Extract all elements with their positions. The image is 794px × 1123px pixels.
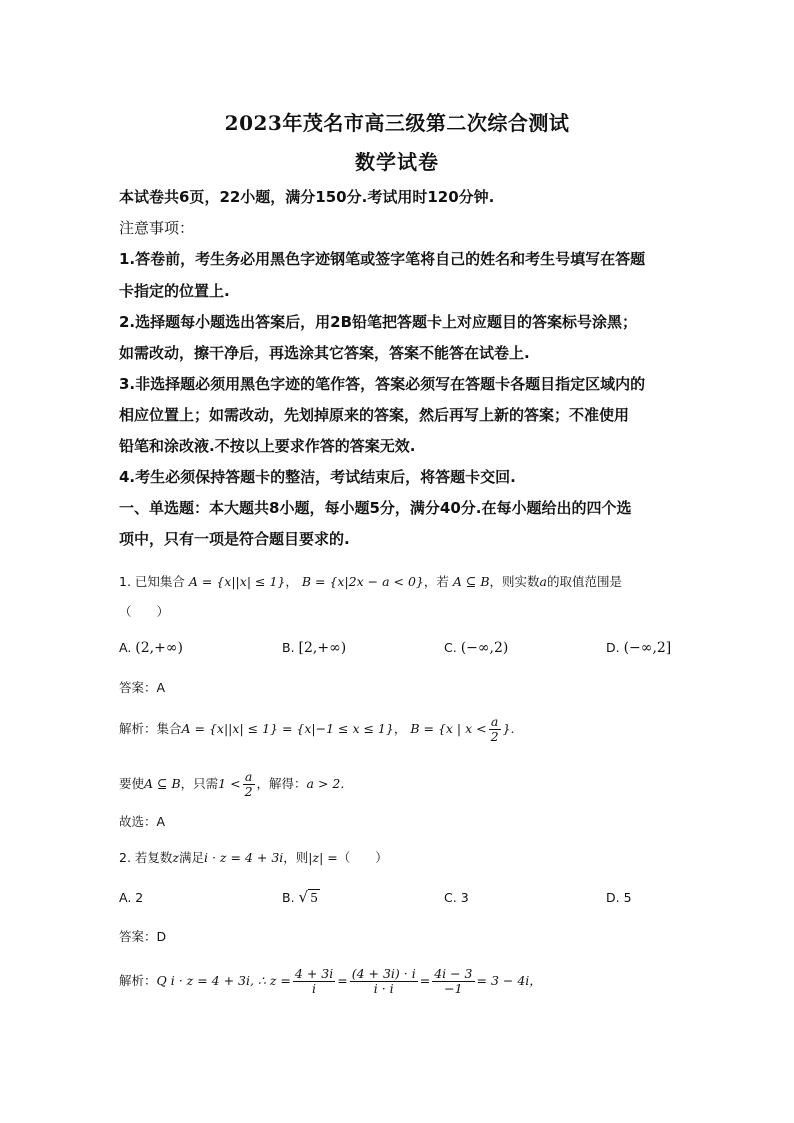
- q1-analysis-label: 解析：集合: [119, 721, 182, 736]
- q1-option-d-value: (−∞,2]: [623, 640, 672, 656]
- q1-analysis-set-a: A = {x||x| ≤ 1} = {x|−1 ≤ x ≤ 1}: [181, 721, 394, 736]
- q2-answer: 答案：D: [119, 929, 167, 944]
- q1-option-b: [282, 640, 346, 656]
- q1-need: [119, 768, 344, 800]
- frac-numerator: 4 + 3i: [294, 966, 334, 981]
- notice-3c: 铅笔和涂改液.不按以上要求作答的答案无效.: [119, 437, 416, 455]
- exam-title: 2023年茂名市高三级第二次综合测试: [224, 111, 570, 135]
- q2-paren: （ ）: [337, 850, 388, 865]
- q1-answer: 答案：A: [119, 680, 166, 695]
- q1-stem-post: ，则实数: [489, 574, 540, 589]
- frac-numerator: 4i − 3: [434, 966, 473, 981]
- notice-title: 注意事项：: [119, 219, 195, 237]
- q1-need-fraction: [243, 770, 255, 799]
- q2-option-a: [119, 890, 143, 905]
- q2-option-c-label: C.: [444, 890, 457, 905]
- q1-option-c-label: C.: [444, 640, 457, 655]
- frac-numerator: a: [489, 715, 501, 730]
- exam-info: 本试卷共6页，22小题，满分150分.考试用时120分钟.: [119, 188, 495, 206]
- q2-option-a-label: A.: [119, 890, 132, 905]
- q1-fraction-a-over-2: [489, 715, 501, 744]
- frac-numerator: a: [243, 770, 255, 785]
- q2-equation: i · z = 4 + 3i: [204, 850, 284, 865]
- q2-analysis: 解析：Q i · z = 4 + 3i, ∴ z = $\frac{4 + 3i}{i}$ = $\frac{(4 + 3i) \cdot i}{i \cdot i}$ = $\frac{4i - 3}{-1}$ = 3 − 4i，: [119, 966, 542, 996]
- q2-option-a-value: 2: [135, 890, 144, 905]
- q1-option-d-label: D.: [606, 640, 620, 655]
- q2-fraction-1: [293, 967, 335, 996]
- q2-option-b-label: B.: [282, 890, 295, 905]
- q1-need-pre: 要使: [119, 776, 145, 791]
- notice-2a: 2.选择题每小题选出答案后，用2B铅笔把答题卡上对应题目的答案标号涂黑；: [119, 313, 638, 331]
- q1-option-b-value: [2,+∞): [298, 640, 347, 656]
- q1-option-a-value: (2,+∞): [135, 640, 183, 656]
- q1-need-cond: A ⊆ B: [144, 776, 181, 791]
- q1-need-result: a > 2.: [306, 776, 345, 791]
- q1-cond-pre: ，若: [423, 574, 449, 589]
- q2-stem-mid: 满足: [179, 850, 205, 865]
- q1-need-ineq: 1 <: [218, 776, 241, 791]
- notice-3b: 相应位置上；如需改动，先划掉原来的答案，然后再写上新的答案；不准使用: [119, 406, 630, 424]
- q1-option-d: [606, 640, 671, 656]
- q2-analysis-label: 解析：: [119, 973, 157, 988]
- q2-fraction-2: [350, 967, 418, 996]
- q2-option-d: [606, 890, 632, 905]
- q1-option-c: [444, 640, 508, 656]
- q1-option-c-value: (−∞,2): [460, 640, 509, 656]
- q1-option-b-label: B.: [282, 640, 295, 655]
- q2-option-b: [282, 888, 320, 906]
- notice-1a: 1.答卷前，考生务必用黑色字迹钢笔或签字笔将自己的姓名和考生号填写在答题: [119, 250, 646, 268]
- q1-option-a: [119, 640, 183, 656]
- q2-stem-post: ，则: [283, 850, 309, 865]
- q2-option-d-label: D.: [606, 890, 620, 905]
- q1-set-b: B = {x|2x − a < 0}: [301, 574, 424, 589]
- q1-set-a: A = {x||x| ≤ 1}: [188, 574, 286, 589]
- q1-cond: A ⊆ B: [452, 574, 490, 589]
- q2-option-d-value: 5: [623, 890, 632, 905]
- q1-need-post: ，解得：: [256, 776, 307, 791]
- exam-subtitle: 数学试卷: [355, 150, 439, 174]
- frac-numerator: (4 + 3i) · i: [351, 966, 416, 981]
- q2-analysis-end: = 3 − 4i，: [476, 973, 542, 988]
- q1-var: a: [539, 574, 547, 589]
- notice-3a: 3.非选择题必须用黑色字迹的笔作答，答案必须写在答题卡各题目指定区域内的: [119, 375, 646, 393]
- q2-stem: [119, 848, 388, 866]
- q2-option-c-value: 3: [460, 890, 469, 905]
- q1-analysis: [119, 712, 515, 746]
- q1-stem-end: 的取值范围是: [547, 574, 623, 589]
- q2-option-b-radicand: 5: [310, 890, 319, 905]
- frac-denominator: 2: [490, 729, 499, 744]
- q2-option-b-sqrt: √ 5: [298, 888, 319, 906]
- section-1b: 项中，只有一项是符合题目要求的.: [119, 530, 350, 548]
- q2-option-c: [444, 890, 469, 905]
- q1-option-a-label: A.: [119, 640, 132, 655]
- q1-stem-pre: 1. 已知集合: [119, 574, 185, 589]
- q2-analysis-pre: Q i · z = 4 + 3i, ∴ z =: [156, 973, 291, 988]
- notice-4: 4.考生必须保持答题卡的整洁，考试结束后，将答题卡交回.: [119, 468, 516, 486]
- q1-analysis-set-b: B = {x | x <: [410, 721, 487, 736]
- frac-denominator: 2: [244, 784, 253, 799]
- section-1a: 一、单选题：本大题共8小题，每小题5分，满分40分.在每小题给出的四个选: [119, 499, 632, 517]
- q1-paren: （ ）: [119, 604, 170, 619]
- q2-fraction-3: [432, 967, 474, 996]
- q2-abs: |z| =: [308, 850, 338, 865]
- q1-analysis-sep: ，: [393, 721, 407, 736]
- q1-stem: [119, 572, 622, 590]
- q1-need-mid: ，只需: [180, 776, 219, 791]
- frac-denominator: i: [312, 981, 317, 996]
- notice-1b: 卡指定的位置上.: [119, 282, 230, 300]
- frac-denominator: −1: [444, 981, 463, 996]
- q2-stem-pre: 2. 若复数: [119, 850, 173, 865]
- frac-denominator: i · i: [373, 981, 394, 996]
- q2-var: z: [172, 850, 179, 865]
- q1-choose: 故选：A: [119, 814, 166, 829]
- notice-2b: 如需改动，擦干净后，再选涂其它答案，答案不能答在试卷上.: [119, 344, 530, 362]
- q1-analysis-set-b-end: }.: [502, 721, 515, 736]
- q1-sep: ，: [285, 574, 298, 589]
